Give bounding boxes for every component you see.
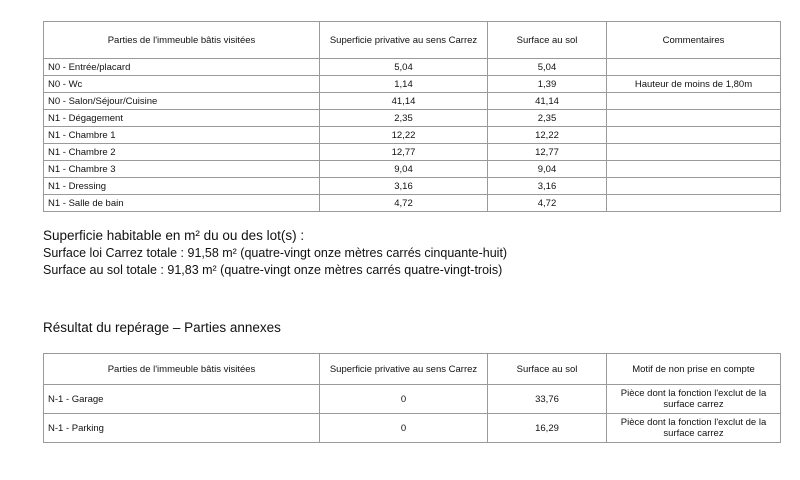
cell-carrez: 9,04 xyxy=(320,161,488,178)
cell-carrez: 41,14 xyxy=(320,93,488,110)
annex-header-carrez: Superficie privative au sens Carrez xyxy=(320,354,488,385)
table-body xyxy=(44,59,781,212)
carrez-total: Surface loi Carrez totale : 91,58 m² (quatre-vingt onze mètres carrés cinquante-huit) xyxy=(43,246,508,260)
habitable-title: Superficie habitable en m² du ou des lot(s) : xyxy=(43,228,305,243)
cell-part: N1 - Dégagement xyxy=(44,110,320,127)
cell-comment xyxy=(607,110,781,127)
cell-comment xyxy=(607,195,781,212)
annex-heading: Résultat du repérage – Parties annexes xyxy=(43,320,281,335)
cell-part: N1 - Dressing xyxy=(44,178,320,195)
cell-comment xyxy=(607,127,781,144)
table-row xyxy=(44,195,781,212)
cell-sol: 33,76 xyxy=(488,385,607,414)
cell-part: N1 - Chambre 2 xyxy=(44,144,320,161)
cell-sol: 1,39 xyxy=(488,76,607,93)
cell-carrez: 0 xyxy=(320,414,488,443)
table-row xyxy=(44,93,781,110)
cell-comment xyxy=(607,161,781,178)
cell-sol: 3,16 xyxy=(488,178,607,195)
annex-body xyxy=(44,385,781,443)
cell-motif: Pièce dont la fonction l'exclut de la surface carrez xyxy=(607,414,781,443)
cell-carrez: 5,04 xyxy=(320,59,488,76)
cell-part: N-1 - Parking xyxy=(44,414,320,443)
table-row xyxy=(44,144,781,161)
table-row xyxy=(44,76,781,93)
table-row xyxy=(44,59,781,76)
table-row xyxy=(44,110,781,127)
cell-comment xyxy=(607,144,781,161)
cell-comment: Hauteur de moins de 1,80m xyxy=(607,76,781,93)
cell-sol: 5,04 xyxy=(488,59,607,76)
cell-part: N0 - Wc xyxy=(44,76,320,93)
cell-comment xyxy=(607,178,781,195)
cell-sol: 9,04 xyxy=(488,161,607,178)
annex-row xyxy=(44,385,781,414)
cell-part: N0 - Entrée/placard xyxy=(44,59,320,76)
cell-part: N1 - Chambre 3 xyxy=(44,161,320,178)
cell-carrez: 12,77 xyxy=(320,144,488,161)
cell-carrez: 2,35 xyxy=(320,110,488,127)
annex-table xyxy=(43,353,781,443)
annex-header-row xyxy=(44,354,781,385)
cell-part: N-1 - Garage xyxy=(44,385,320,414)
cell-sol: 12,77 xyxy=(488,144,607,161)
annex-header-motif: Motif de non prise en compte xyxy=(607,354,781,385)
cell-carrez: 1,14 xyxy=(320,76,488,93)
header-comments: Commentaires xyxy=(607,22,781,59)
header-sol: Surface au sol xyxy=(488,22,607,59)
cell-motif: Pièce dont la fonction l'exclut de la surface carrez xyxy=(607,385,781,414)
cell-sol: 41,14 xyxy=(488,93,607,110)
table-header-row xyxy=(44,22,781,59)
sol-total: Surface au sol totale : 91,83 m² (quatre-vingt onze mètres carrés quatre-vingt-trois) xyxy=(43,263,503,277)
cell-sol: 16,29 xyxy=(488,414,607,443)
cell-carrez: 0 xyxy=(320,385,488,414)
cell-carrez: 12,22 xyxy=(320,127,488,144)
cell-part: N0 - Salon/Séjour/Cuisine xyxy=(44,93,320,110)
cell-comment xyxy=(607,59,781,76)
table-row xyxy=(44,161,781,178)
table-row xyxy=(44,127,781,144)
annex-header-sol: Surface au sol xyxy=(488,354,607,385)
cell-part: N1 - Salle de bain xyxy=(44,195,320,212)
cell-comment xyxy=(607,93,781,110)
cell-carrez: 3,16 xyxy=(320,178,488,195)
header-carrez: Superficie privative au sens Carrez xyxy=(320,22,488,59)
header-parts: Parties de l'immeuble bâtis visitées xyxy=(44,22,320,59)
cell-carrez: 4,72 xyxy=(320,195,488,212)
annex-row xyxy=(44,414,781,443)
cell-part: N1 - Chambre 1 xyxy=(44,127,320,144)
cell-sol: 12,22 xyxy=(488,127,607,144)
table-row xyxy=(44,178,781,195)
surface-table xyxy=(43,21,781,212)
annex-header-parts: Parties de l'immeuble bâtis visitées xyxy=(44,354,320,385)
cell-sol: 4,72 xyxy=(488,195,607,212)
cell-sol: 2,35 xyxy=(488,110,607,127)
